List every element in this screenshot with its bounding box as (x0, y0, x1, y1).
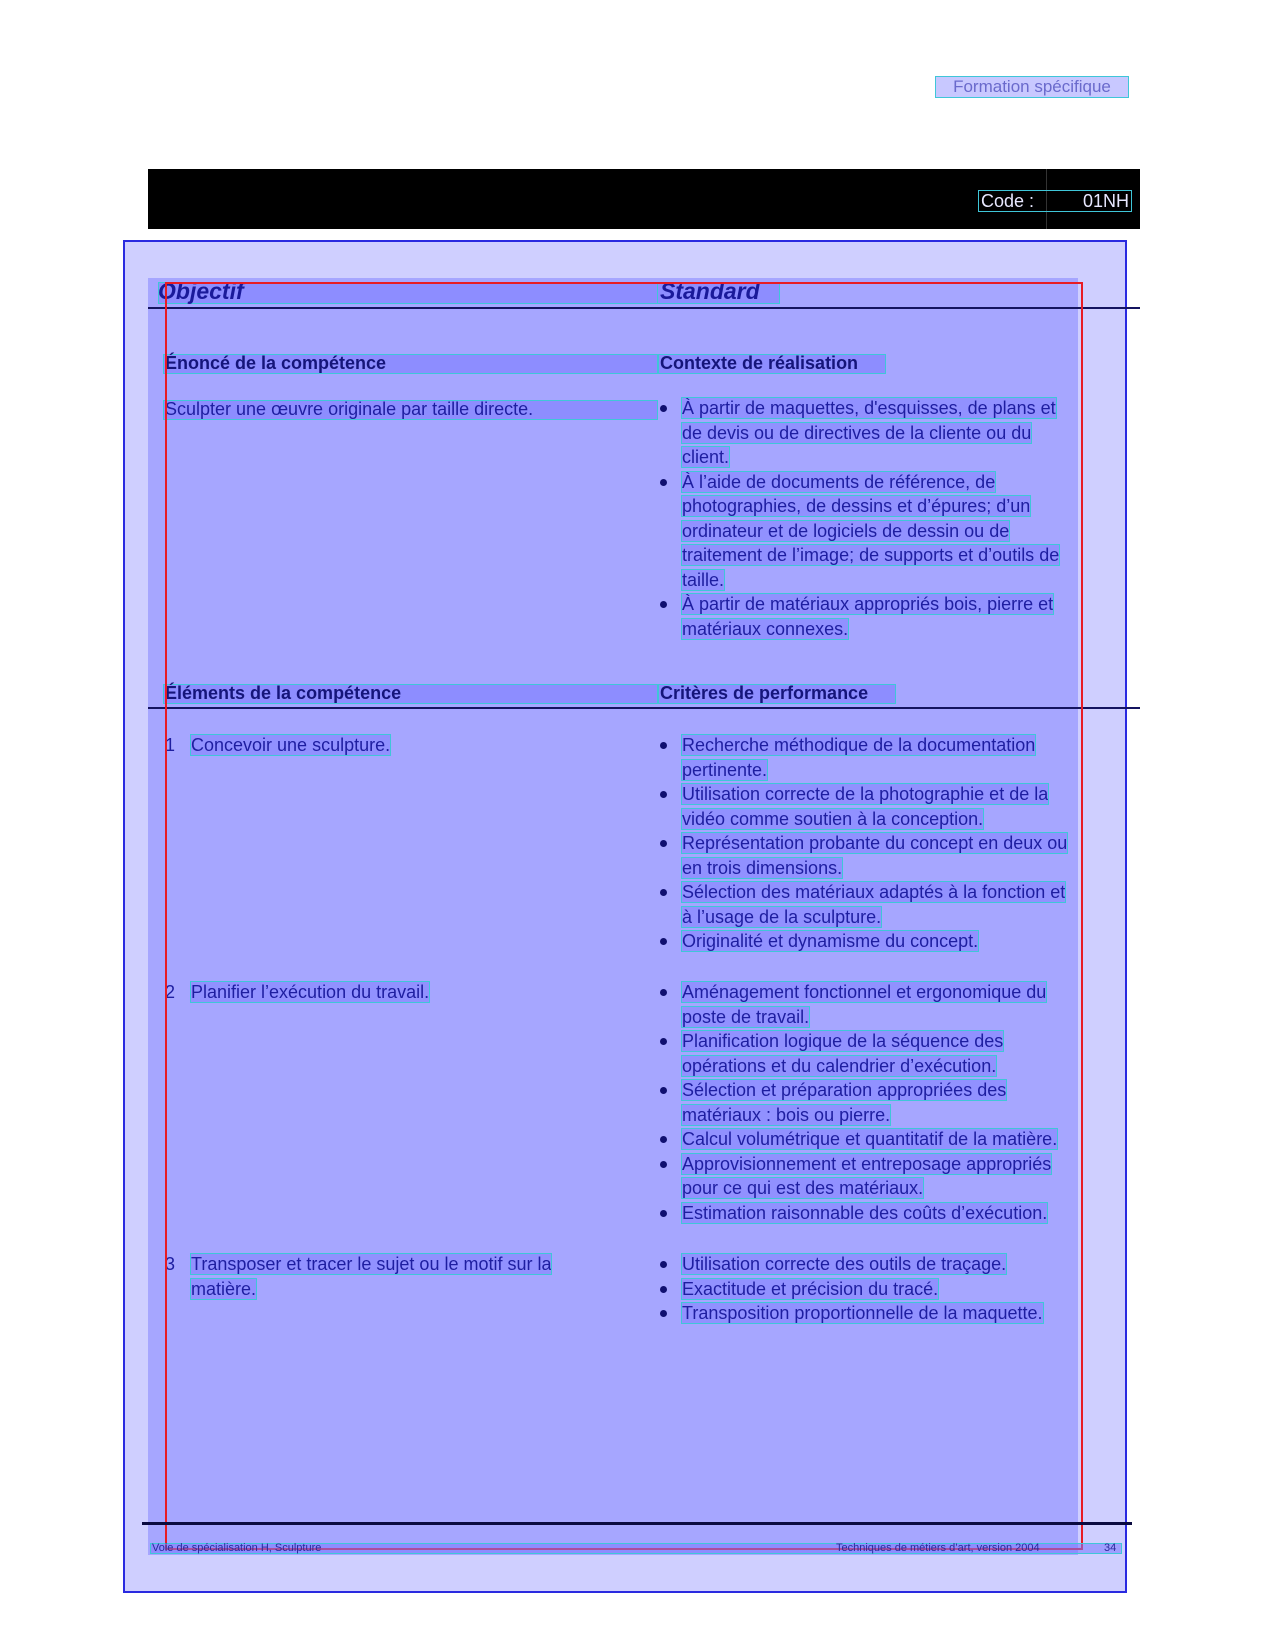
criterion-line-text: pour ce qui est des matériaux. (682, 1178, 924, 1198)
context-line-text: matériaux connexes. (682, 618, 849, 639)
element-text-text: Planifier l’exécution du travail. (191, 982, 430, 1002)
criterion-line-text: matériaux : bois ou pierre. (682, 1104, 891, 1125)
page-number: 34 (1104, 1542, 1117, 1554)
code-value: 01NH (1082, 191, 1129, 211)
criterion-line-text: Sélection des matériaux adaptés à la fonction et (682, 882, 1066, 902)
criterion-line-text: Approvisionnement et entreposage appropriés (682, 1153, 1052, 1174)
element-text-text: Transposer et tracer le sujet ou le motif sur la (191, 1254, 552, 1274)
criterion-line-text: Originalité et dynamisme du concept. (682, 931, 979, 951)
criterion-line-text: Planification logique de la séquence des (682, 1031, 1004, 1051)
criterion-line-text: Sélection et préparation appropriées des (682, 1080, 1007, 1100)
criterion-line-text: Calcul volumétrique et quantitatif de la matière. (682, 1129, 1058, 1149)
criterion-line-text: Exactitude et précision du tracé. (682, 1278, 939, 1299)
context-line-text: À l’aide de documents de référence, de (682, 471, 996, 492)
criterion-line-text: Aménagement fonctionnel et ergonomique du (682, 982, 1047, 1002)
code-label: Code : (981, 191, 1035, 211)
content-frame (165, 282, 1083, 1550)
section-tag: Formation spécifique (935, 76, 1129, 98)
statement-heading: Énoncé de la compétence (165, 353, 387, 373)
element-text-text: Concevoir une sculpture. (191, 735, 391, 755)
criterion-line-text: Représentation probante du concept en deux ou (682, 833, 1068, 853)
criterion-line-text: à l’usage de la sculpture. (682, 906, 882, 927)
criterion-line-text: vidéo comme soutien à la conception. (682, 808, 984, 829)
footer-left: Voie de spécialisation H, Sculpture (152, 1542, 322, 1554)
elements-heading: Éléments de la compétence (165, 683, 402, 703)
context-heading: Contexte de réalisation (660, 353, 859, 373)
context-line-text: client. (682, 447, 730, 467)
context-line-text: taille. (682, 569, 725, 590)
context-line-text: traitement de l’image; de supports et d’outils de (682, 545, 1060, 565)
context-line-text: photographies, de dessins et d’épures; d’un (682, 496, 1031, 516)
criterion-line-text: Transposition proportionnelle de la maquette. (682, 1303, 1043, 1323)
criterion-line-text: en trois dimensions. (682, 857, 843, 878)
criterion-line-text: pertinente. (682, 759, 768, 780)
element-number: 3 (165, 1254, 176, 1274)
context-line-text: ordinateur et de logiciels de dessin ou de (682, 520, 1010, 541)
context-line-text: À partir de maquettes, d'esquisses, de plans et (682, 398, 1056, 418)
element-number: 2 (165, 982, 176, 1002)
criterion-line-text: Utilisation correcte des outils de traçage. (682, 1254, 1007, 1274)
col2-title: Standard (660, 278, 760, 304)
criterion-line-text: opérations et du calendrier d’exécution. (682, 1055, 997, 1076)
element-text-text: matière. (191, 1278, 257, 1299)
criterion-line-text: Recherche méthodique de la documentation (682, 735, 1036, 755)
element-number: 1 (165, 735, 176, 755)
footer-right: Techniques de métiers d’art, version 2004 (836, 1542, 1040, 1554)
context-line-text: de devis ou de directives de la cliente ou du (682, 422, 1032, 443)
code-box (978, 190, 1132, 212)
criteria-heading: Critères de performance (660, 683, 869, 703)
context-line-text: À partir de matériaux appropriés bois, pierre et (682, 594, 1054, 614)
criterion-line-text: poste de travail. (682, 1006, 810, 1027)
col1-title: Objectif (158, 278, 244, 304)
footer-rule (142, 1522, 1132, 1525)
criterion-line-text: Utilisation correcte de la photographie et de la (682, 784, 1049, 804)
code-banner (148, 169, 1140, 229)
statement-text: Sculpter une œuvre originale par taille directe. (165, 399, 534, 419)
criterion-line-text: Estimation raisonnable des coûts d’exécution. (682, 1202, 1048, 1223)
